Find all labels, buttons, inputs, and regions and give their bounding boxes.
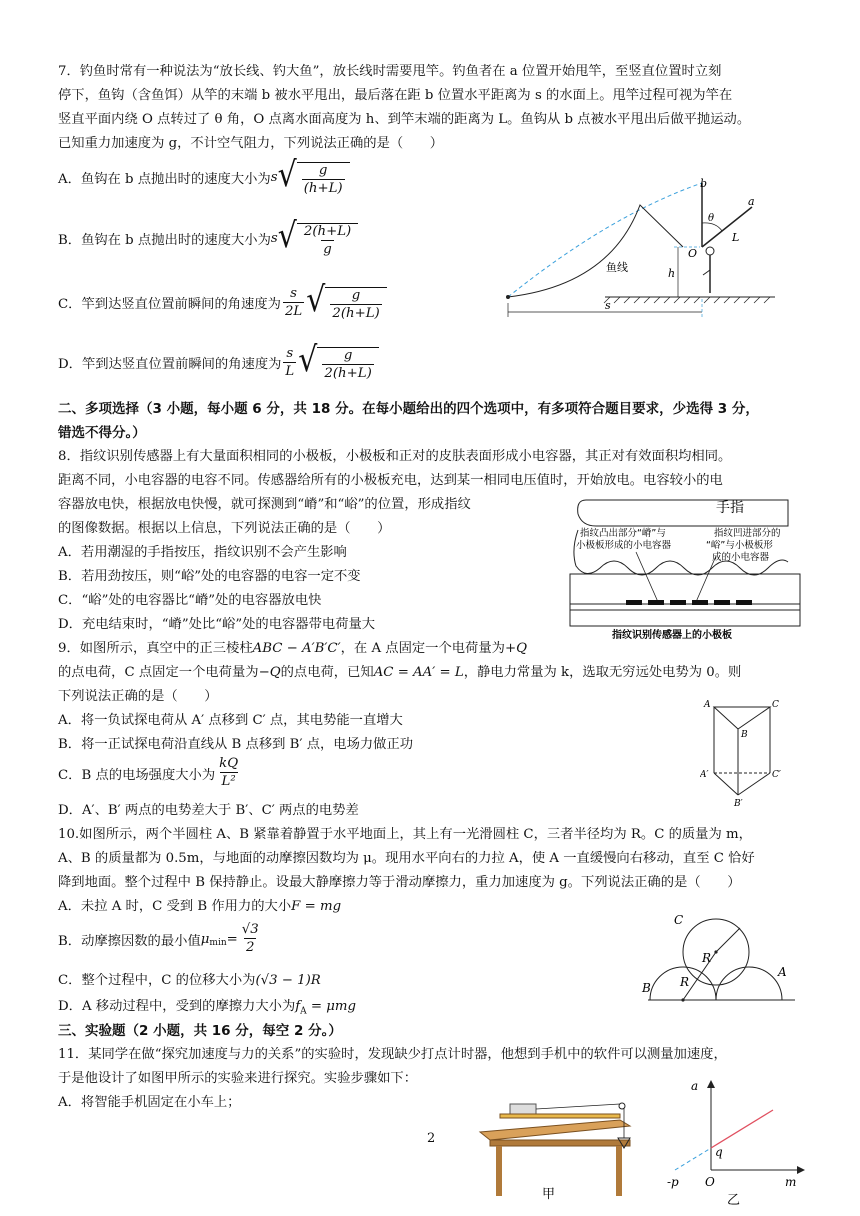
fig7-label-line: 鱼线 bbox=[606, 261, 628, 274]
svg-text:C′: C′ bbox=[772, 770, 781, 780]
q7-option-b: B．鱼钩在 b 点抛出时的速度大小为 s √ $\frac{2(h+L)}{g}$ bbox=[58, 219, 358, 258]
svg-text:指纹凸出部分“嵴”与: 指纹凸出部分“嵴”与 bbox=[580, 528, 666, 539]
q9-line-3: 下列说法正确的是（ ） bbox=[58, 689, 218, 704]
fig7-label-o: O bbox=[688, 247, 698, 260]
section-3-title: 三、实验题（2 小题，共 16 分，每空 2 分。） bbox=[58, 1023, 342, 1039]
q8-line-2: 距离不同，小电容器的电容不同。传感器给所有的小极板充电，达到某一相同电压值时，开始放电。电容较小的电 bbox=[58, 473, 723, 488]
q10-option-d: D．A 移动过程中，受到的摩擦力大小为$f_A = \mu mg$ bbox=[58, 999, 357, 1017]
svg-text:B′: B′ bbox=[734, 799, 743, 809]
fig7-label-l: L bbox=[732, 231, 740, 244]
q7-line-1: 7．钓鱼时常有一种说法为“放长线、钓大鱼”，放长线时需要甩竿。钓鱼者在 a 位置开始甩竿，至竖直位置时立刻 bbox=[58, 64, 722, 79]
svg-text:-p: -p bbox=[667, 1175, 679, 1189]
svg-text:A′: A′ bbox=[700, 770, 709, 780]
svg-text:R: R bbox=[680, 975, 690, 989]
q10-option-b: B．动摩擦因数的最小值 μ $_{min}$ = $\frac{√3}{2}$ bbox=[58, 922, 259, 955]
q9-line-1: 9．如图所示，真空中的正三棱柱ABC − A′B′C′，在 A 点固定一个电荷量为+Q bbox=[58, 641, 527, 656]
fig7-label-theta: θ bbox=[708, 213, 715, 224]
q11-line-1: 11．某同学在做“探究加速度与力的关系”的实验时，发现缺少打点计时器，他想到手机中的软件可以测量加速度， bbox=[58, 1047, 727, 1062]
q7-line-3: 竖直平面内绕 O 点转过了 θ 角，O 点离水面高度为 h、到竿末端的距离为 L。鱼钩从 b 点被水平甩出后做平抛运动。 bbox=[58, 112, 751, 127]
q7-option-a: A．鱼钩在 b 点抛出时的速度大小为 s √ $\frac{g}{(h+L)}$ bbox=[58, 158, 350, 197]
svg-text:q: q bbox=[715, 1145, 723, 1159]
section-2-title: 二、多项选择（3 小题，每小题 6 分，共 18 分。在每小题给出的四个选项中，有多项符合题目要求，少选得 3 分， bbox=[58, 401, 759, 417]
fingerprint-figure bbox=[566, 490, 806, 640]
q8-option-b: B．若用劲按压，则“峪”处的电容器的电容一定不变 bbox=[58, 569, 361, 584]
svg-text:O: O bbox=[705, 1175, 715, 1189]
svg-text:“峪”与小极板形: “峪”与小极板形 bbox=[706, 540, 773, 551]
fig8-label-finger: 手指 bbox=[716, 500, 744, 516]
experiment-figure-yi bbox=[665, 1078, 805, 1208]
q10-option-a: A．未拉 A 时，C 受到 B 作用力的大小F = mg bbox=[58, 899, 342, 914]
q10-option-c: C．整个过程中，C 的位移大小为(√3 − 1)R bbox=[58, 973, 321, 988]
svg-text:成的小电容器: 成的小电容器 bbox=[712, 552, 770, 563]
fig-jia-label: 甲 bbox=[542, 1187, 556, 1200]
q11-line-2: 于是他设计了如图甲所示的实验来进行探究。实验步骤如下： bbox=[58, 1071, 418, 1086]
q7-option-d: D．竿到达竖直位置前瞬间的角速度为 $\frac{s}{L}$ √ $\frac{g}{2(h+L)}$ bbox=[58, 343, 379, 382]
section-2-title-cont: 错选不得分。） bbox=[58, 425, 146, 441]
q7-line-2: 停下，鱼钩（含鱼饵）从竿的末端 b 被水平甩出，最后落在距 b 位置水平距离为 s 的水面上。甩竿过程可视为竿在 bbox=[58, 88, 733, 103]
experiment-figure-jia bbox=[470, 1090, 650, 1200]
svg-text:m: m bbox=[785, 1175, 797, 1189]
q9-option-a: A．将一负试探电荷从 A′ 点移到 C′ 点，其电势能一直增大 bbox=[58, 713, 403, 728]
svg-text:B: B bbox=[741, 730, 748, 740]
q10-line-3: 降到地面。整个过程中 B 保持静止。设最大静摩擦力等于滑动摩擦力，重力加速度为 g。下列说法正确的是（ ） bbox=[58, 875, 741, 890]
q8-option-a: A．若用潮湿的手指按压，指纹识别不会产生影响 bbox=[58, 545, 347, 560]
fig7-label-a: a bbox=[748, 195, 755, 208]
fig8-caption: 指纹识别传感器上的小极板 bbox=[612, 630, 732, 640]
fig7-label-h: h bbox=[668, 267, 676, 280]
svg-text:小极板形成的小电容器: 小极板形成的小电容器 bbox=[576, 540, 672, 551]
fig7-label-s: s bbox=[605, 299, 611, 312]
q7-option-c: C．竿到达竖直位置前瞬间的角速度为 $\frac{s}{2L}$ √ $\frac{g}{2(h+L)}$ bbox=[58, 283, 387, 322]
q8-line-3: 容器放电快，根据放电快慢，就可探测到“嵴”和“峪”的位置，形成指纹 bbox=[58, 497, 471, 512]
svg-text:A: A bbox=[704, 700, 711, 710]
q8-option-c: C．“峪”处的电容器比“嵴”处的电容器放电快 bbox=[58, 593, 322, 608]
svg-text:C: C bbox=[772, 700, 779, 710]
prism-figure bbox=[700, 695, 800, 810]
q9-option-d: D．A′、B′ 两点的电势差大于 B′、C′ 两点的电势差 bbox=[58, 803, 359, 818]
q8-option-d: D．充电结束时，“嵴”处比“峪”处的电容器带电荷量大 bbox=[58, 617, 376, 632]
svg-text:B: B bbox=[642, 981, 651, 995]
fig-yi-label: 乙 bbox=[727, 1193, 741, 1208]
svg-text:A: A bbox=[778, 965, 787, 979]
q9-line-2: 的点电荷，C 点固定一个电荷量为−Q的点电荷，已知AC = AA′ = L，静电力常量为 k，选取无穷远处电势为 0。则 bbox=[58, 665, 742, 680]
q9-option-b: B．将一正试探电荷沿直线从 B 点移到 B′ 点，电场力做正功 bbox=[58, 737, 414, 752]
q10-line-2: A、B 的质量都为 0.5m，与地面的动摩擦因数均为 μ。现用水平向右的力拉 A，使 A 一直缓慢向右移动，直至 C 恰好 bbox=[58, 851, 755, 866]
page-number: 2 bbox=[427, 1131, 436, 1146]
q9-option-c: C．B 点的电场强度大小为 $\frac{kQ}{\text{L²}}$ bbox=[58, 756, 239, 789]
svg-text:指纹凹进部分的: 指纹凹进部分的 bbox=[714, 528, 781, 539]
cylinders-figure bbox=[640, 908, 800, 1008]
fig7-label-b: b bbox=[700, 177, 708, 190]
q8-line-1: 8．指纹识别传感器上有大量面积相同的小极板，小极板和正对的皮肤表面形成小电容器，其正对有效面积均相同。 bbox=[58, 449, 732, 464]
q11-line-3: A．将智能手机固定在小车上； bbox=[58, 1095, 241, 1110]
fishing-figure bbox=[490, 175, 780, 320]
q7-line-4: 已知重力加速度为 g，不计空气阻力，下列说法正确的是（ ） bbox=[58, 136, 444, 151]
q10-line-1: 10.如图所示，两个半圆柱 A、B 紧靠着静置于水平地面上，其上有一光滑圆柱 C，三者半径均为 R。C 的质量为 m， bbox=[58, 827, 752, 842]
q8-line-4: 的图像数据。根据以上信息，下列说法正确的是（ ） bbox=[58, 521, 391, 536]
svg-text:R: R bbox=[702, 951, 712, 965]
svg-text:a: a bbox=[691, 1079, 699, 1093]
svg-text:C: C bbox=[674, 913, 684, 927]
